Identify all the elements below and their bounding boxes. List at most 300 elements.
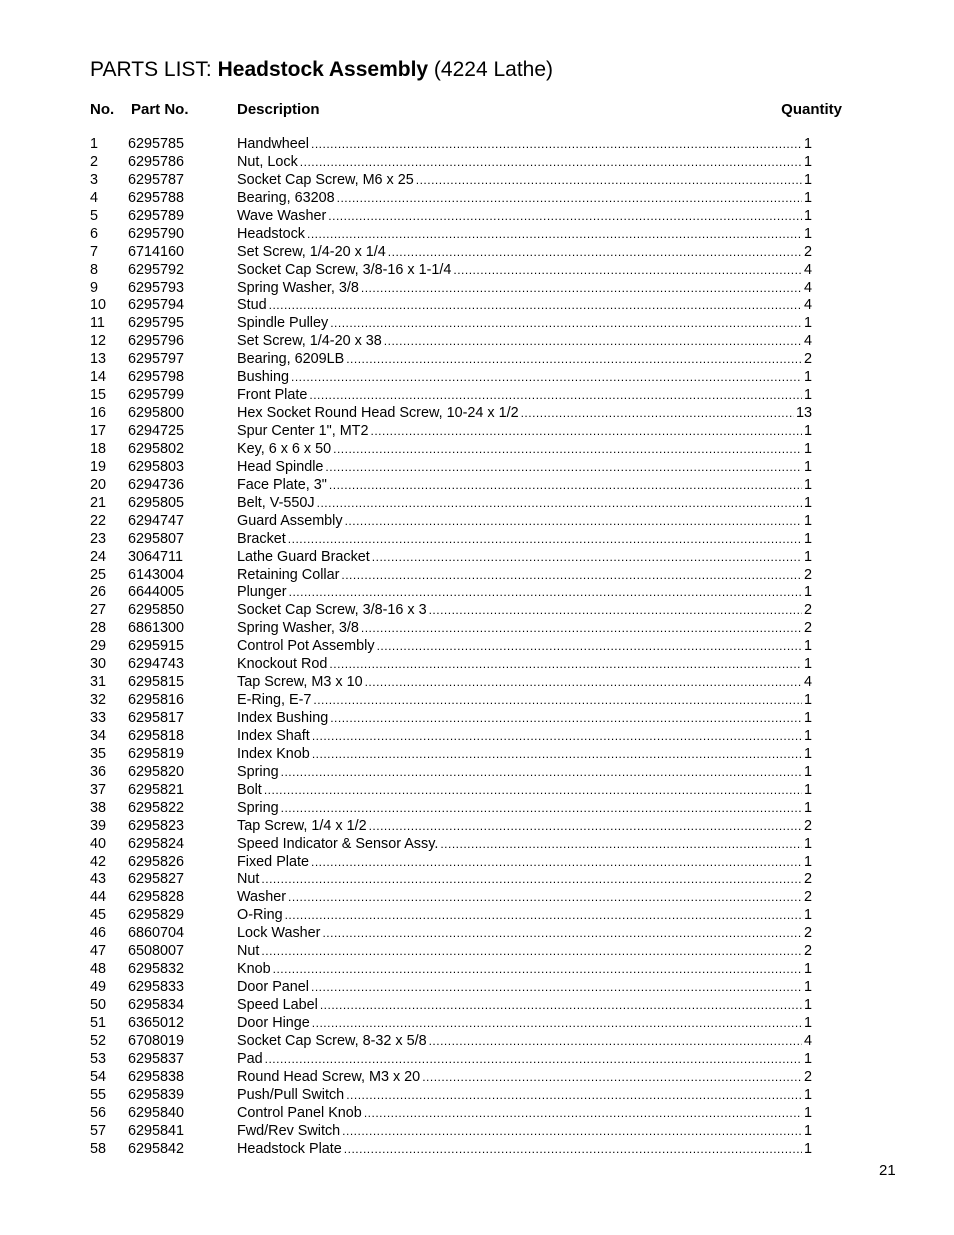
part-description: Control Pot Assembly	[237, 638, 375, 655]
dot-leader	[329, 477, 802, 495]
part-description: Index Shaft	[237, 727, 310, 744]
title-assembly-name: Headstock Assembly	[217, 58, 429, 81]
dot-leader	[311, 854, 802, 872]
part-number: 6295842	[128, 1140, 185, 1157]
part-number: 6708019	[128, 1032, 185, 1049]
description-line	[237, 638, 812, 656]
part-number: 6295822	[128, 799, 185, 816]
part-quantity: 1	[803, 494, 812, 511]
description-line	[237, 692, 812, 710]
part-quantity: 1	[803, 189, 812, 206]
dot-leader	[269, 297, 802, 315]
description-line	[237, 459, 812, 477]
part-quantity: 1	[803, 458, 812, 475]
part-number: 6295807	[128, 530, 185, 547]
dot-leader	[440, 836, 802, 854]
item-number: 17	[90, 423, 107, 439]
item-number: 1	[90, 136, 99, 152]
part-quantity: 1	[803, 1014, 812, 1031]
dot-leader	[317, 495, 802, 513]
table-row	[0, 674, 954, 692]
description-line	[237, 549, 812, 567]
part-description: Speed Indicator & Sensor Assy.	[237, 835, 439, 852]
dot-leader	[384, 333, 802, 351]
part-number: 6143004	[128, 566, 185, 583]
description-line	[237, 531, 812, 549]
dot-leader	[300, 154, 802, 172]
item-number: 19	[90, 458, 107, 475]
part-number: 3064711	[128, 548, 183, 565]
item-number: 2	[90, 153, 99, 170]
part-description: Nut	[237, 943, 260, 960]
table-row	[0, 1123, 954, 1141]
part-number: 6295828	[128, 889, 185, 906]
part-number: 6295786	[128, 153, 185, 170]
part-number: 6295837	[128, 1050, 185, 1067]
header-part-no: Part No.	[131, 101, 189, 118]
description-line	[237, 387, 812, 405]
dot-leader	[288, 889, 802, 907]
item-number: 30	[90, 656, 107, 673]
description-line	[237, 818, 812, 836]
part-quantity: 1	[803, 745, 812, 762]
item-number: 12	[90, 333, 107, 350]
part-description: Knob	[237, 961, 271, 978]
description-line	[237, 495, 812, 513]
part-number: 6295834	[128, 997, 185, 1013]
dot-leader	[346, 351, 802, 369]
description-line	[237, 764, 812, 782]
description-line	[237, 1105, 812, 1123]
part-number: 6295821	[128, 781, 185, 798]
table-row	[0, 441, 954, 459]
part-number: 6295787	[128, 171, 185, 188]
part-number: 6295841	[128, 1122, 185, 1139]
table-row	[0, 925, 954, 943]
part-description: Socket Cap Screw, M6 x 25	[237, 171, 414, 188]
part-quantity: 2	[803, 566, 812, 583]
part-number: 6295833	[128, 979, 185, 996]
item-number: 51	[90, 1014, 107, 1031]
part-description: Spring	[237, 763, 279, 780]
part-quantity: 2	[803, 817, 812, 834]
part-description: Spring Washer, 3/8	[237, 279, 359, 296]
description-line	[237, 136, 812, 154]
description-line	[237, 854, 812, 872]
part-number: 6295840	[128, 1104, 185, 1121]
dot-leader	[369, 818, 802, 836]
description-line	[237, 1033, 812, 1051]
item-number: 7	[90, 243, 99, 260]
item-number: 57	[90, 1122, 107, 1139]
part-description: Spring Washer, 3/8	[237, 620, 359, 637]
part-quantity: 1	[803, 710, 812, 726]
description-line	[237, 262, 812, 280]
dot-leader	[264, 782, 802, 800]
table-row	[0, 836, 954, 854]
part-quantity: 1	[803, 997, 812, 1013]
table-row	[0, 1015, 954, 1033]
part-quantity: 1	[803, 423, 812, 439]
item-number: 3	[90, 171, 99, 188]
dot-leader	[309, 387, 802, 405]
item-number: 20	[90, 476, 107, 493]
part-quantity: 13	[795, 405, 812, 422]
description-line	[237, 746, 812, 764]
table-row	[0, 1033, 954, 1051]
part-description: Tap Screw, 1/4 x 1/2	[237, 817, 367, 834]
header-description: Description	[237, 101, 320, 118]
description-line	[237, 226, 812, 244]
item-number: 37	[90, 781, 107, 798]
table-row	[0, 1141, 954, 1159]
dot-leader	[364, 1105, 802, 1123]
part-quantity: 2	[803, 871, 812, 888]
item-number: 34	[90, 727, 107, 744]
part-description: Control Panel Knob	[237, 1104, 362, 1121]
table-row	[0, 297, 954, 315]
item-number: 24	[90, 548, 107, 565]
part-number: 6295805	[128, 494, 185, 511]
dot-leader	[429, 602, 802, 620]
dot-leader	[416, 172, 802, 190]
dot-leader	[289, 584, 802, 602]
description-line	[237, 1141, 812, 1159]
description-line	[237, 925, 812, 943]
dot-leader	[342, 1123, 802, 1141]
item-number: 22	[90, 512, 107, 529]
part-number: 6295823	[128, 817, 185, 834]
item-number: 44	[90, 889, 107, 906]
item-number: 16	[90, 405, 107, 422]
part-quantity: 1	[803, 979, 812, 996]
description-line	[237, 1087, 812, 1105]
part-quantity: 1	[803, 153, 812, 170]
description-line	[237, 907, 812, 925]
item-number: 47	[90, 943, 107, 960]
table-row	[0, 208, 954, 226]
part-description: Door Hinge	[237, 1014, 310, 1031]
part-number: 6295818	[128, 727, 185, 744]
description-line	[237, 1123, 812, 1141]
part-description: Fwd/Rev Switch	[237, 1122, 341, 1139]
part-number: 6365012	[128, 1014, 185, 1031]
item-number: 54	[90, 1068, 107, 1085]
part-description: Bracket	[237, 530, 286, 547]
part-number: 6295829	[128, 907, 185, 924]
item-number: 6	[90, 225, 99, 242]
item-number: 35	[90, 745, 107, 762]
part-description: Stud	[237, 297, 267, 314]
dot-leader	[288, 531, 802, 549]
part-number: 6295838	[128, 1068, 185, 1085]
description-line	[237, 1051, 812, 1069]
dot-leader	[346, 1087, 802, 1105]
table-row	[0, 423, 954, 441]
table-row	[0, 692, 954, 710]
description-line	[237, 244, 812, 262]
table-row	[0, 549, 954, 567]
table-row	[0, 746, 954, 764]
header-no: No.	[90, 101, 115, 118]
description-line	[237, 280, 812, 298]
part-quantity: 1	[803, 512, 812, 529]
description-line	[237, 1069, 812, 1087]
table-row	[0, 280, 954, 298]
part-number: 6644005	[128, 584, 185, 601]
part-description: Set Screw, 1/4-20 x 1/4	[237, 243, 386, 260]
part-number: 6295802	[128, 440, 185, 457]
description-line	[237, 889, 812, 907]
part-description: Lock Washer	[237, 925, 321, 942]
dot-leader	[341, 567, 802, 585]
table-row	[0, 1105, 954, 1123]
part-quantity: 1	[803, 440, 812, 457]
table-row	[0, 602, 954, 620]
part-number: 6295819	[128, 745, 185, 762]
table-row	[0, 638, 954, 656]
table-row	[0, 979, 954, 997]
item-number: 29	[90, 638, 107, 655]
part-description: Socket Cap Screw, 3/8-16 x 3	[237, 602, 427, 619]
description-line	[237, 351, 812, 369]
dot-leader	[261, 871, 802, 889]
item-number: 8	[90, 261, 99, 278]
dot-leader	[422, 1069, 802, 1087]
part-quantity: 1	[803, 835, 812, 852]
part-quantity: 1	[803, 171, 812, 188]
part-description: Knockout Rod	[237, 656, 328, 673]
part-quantity: 2	[803, 889, 812, 906]
part-quantity: 2	[803, 925, 812, 942]
part-description: O-Ring	[237, 907, 283, 924]
table-row	[0, 226, 954, 244]
table-row	[0, 943, 954, 961]
part-description: Index Knob	[237, 745, 310, 762]
part-description: Socket Cap Screw, 8-32 x 5/8	[237, 1032, 427, 1049]
description-line	[237, 315, 812, 333]
dot-leader	[330, 710, 802, 728]
description-line	[237, 728, 812, 746]
part-description: Nut	[237, 871, 260, 888]
item-number: 23	[90, 530, 107, 547]
dot-leader	[330, 315, 802, 333]
part-number: 6294736	[128, 476, 185, 493]
description-line	[237, 584, 812, 602]
part-number: 6295817	[128, 710, 185, 726]
item-number: 4	[90, 189, 99, 206]
part-number: 6295820	[128, 763, 185, 780]
part-quantity: 1	[803, 781, 812, 798]
part-quantity: 1	[803, 1050, 812, 1067]
description-line	[237, 800, 812, 818]
item-number: 14	[90, 369, 107, 386]
dot-leader	[429, 1033, 802, 1051]
part-quantity: 1	[803, 656, 812, 673]
dot-leader	[521, 405, 794, 423]
dot-leader	[325, 459, 802, 477]
part-quantity: 1	[803, 638, 812, 655]
part-description: Bushing	[237, 369, 290, 386]
part-number: 6295794	[128, 297, 185, 314]
part-description: Set Screw, 1/4-20 x 38	[237, 333, 382, 350]
item-number: 33	[90, 710, 107, 726]
dot-leader	[361, 280, 802, 298]
table-row	[0, 513, 954, 531]
item-number: 49	[90, 979, 107, 996]
dot-leader	[291, 369, 802, 387]
table-row	[0, 477, 954, 495]
item-number: 36	[90, 763, 107, 780]
description-line	[237, 172, 812, 190]
part-quantity: 4	[803, 333, 812, 350]
part-number: 6295789	[128, 207, 185, 224]
table-row	[0, 1069, 954, 1087]
item-number: 15	[90, 387, 107, 404]
table-row	[0, 818, 954, 836]
item-number: 10	[90, 297, 107, 314]
table-row	[0, 172, 954, 190]
description-line	[237, 656, 812, 674]
dot-leader	[261, 943, 802, 961]
header-quantity: Quantity	[781, 101, 842, 118]
dot-leader	[312, 1015, 802, 1033]
item-number: 28	[90, 620, 107, 637]
dot-leader	[273, 961, 802, 979]
item-number: 50	[90, 997, 107, 1013]
table-row	[0, 567, 954, 585]
description-line	[237, 943, 812, 961]
table-row	[0, 495, 954, 513]
part-number: 6295803	[128, 458, 185, 475]
description-line	[237, 333, 812, 351]
part-quantity: 1	[803, 584, 812, 601]
part-description: Retaining Collar	[237, 566, 340, 583]
part-number: 6295785	[128, 136, 185, 152]
part-description: Handwheel	[237, 136, 310, 152]
part-quantity: 1	[803, 763, 812, 780]
part-description: Wave Washer	[237, 207, 327, 224]
table-row	[0, 333, 954, 351]
item-number: 58	[90, 1140, 107, 1157]
part-number: 6861300	[128, 620, 185, 637]
dot-leader	[372, 549, 802, 567]
part-description: Guard Assembly	[237, 512, 343, 529]
part-description: Key, 6 x 6 x 50	[237, 440, 332, 457]
table-row	[0, 136, 954, 154]
description-line	[237, 190, 812, 208]
dot-leader	[320, 997, 802, 1015]
part-number: 6295824	[128, 835, 185, 852]
part-quantity: 1	[803, 387, 812, 404]
table-row	[0, 531, 954, 549]
part-number: 6295795	[128, 315, 185, 332]
part-description: Spring	[237, 799, 279, 816]
dot-leader	[265, 1051, 802, 1069]
part-quantity: 1	[803, 692, 812, 709]
part-quantity: 1	[803, 369, 812, 386]
description-line	[237, 567, 812, 585]
dot-leader	[345, 513, 802, 531]
table-row	[0, 710, 954, 728]
part-description: Bearing, 63208	[237, 189, 335, 206]
table-row	[0, 871, 954, 889]
item-number: 52	[90, 1032, 107, 1049]
part-description: Fixed Plate	[237, 853, 309, 870]
dot-leader	[311, 979, 802, 997]
part-quantity: 1	[803, 136, 812, 152]
item-number: 42	[90, 853, 107, 870]
item-number: 5	[90, 207, 99, 224]
table-row	[0, 782, 954, 800]
part-quantity: 1	[803, 853, 812, 870]
part-number: 6295839	[128, 1086, 185, 1103]
part-quantity: 1	[803, 315, 812, 332]
part-number: 6860704	[128, 925, 185, 942]
table-row	[0, 351, 954, 369]
table-row	[0, 584, 954, 602]
table-row	[0, 620, 954, 638]
part-description: Speed Label	[237, 997, 318, 1013]
item-number: 11	[90, 315, 105, 332]
item-number: 43	[90, 871, 107, 888]
part-number: 6294747	[128, 512, 185, 529]
item-number: 18	[90, 440, 107, 457]
item-number: 13	[90, 351, 107, 368]
part-number: 6295816	[128, 692, 185, 709]
table-row	[0, 1087, 954, 1105]
part-number: 6295850	[128, 602, 185, 619]
part-number: 6295788	[128, 189, 185, 206]
item-number: 9	[90, 279, 99, 296]
part-description: Spindle Pulley	[237, 315, 329, 332]
dot-leader	[281, 800, 802, 818]
item-number: 31	[90, 674, 107, 691]
dot-leader	[312, 746, 802, 764]
part-quantity: 4	[803, 1032, 812, 1049]
table-row	[0, 459, 954, 477]
dot-leader	[337, 190, 802, 208]
part-quantity: 4	[803, 674, 812, 691]
part-description: Belt, V-550J	[237, 494, 315, 511]
dot-leader	[361, 620, 802, 638]
part-description: Front Plate	[237, 387, 308, 404]
table-row	[0, 764, 954, 782]
part-quantity: 1	[803, 1140, 812, 1157]
item-number: 40	[90, 835, 107, 852]
description-line	[237, 513, 812, 531]
table-row	[0, 907, 954, 925]
part-description: Plunger	[237, 584, 287, 601]
item-number: 25	[90, 566, 107, 583]
part-number: 6714160	[128, 243, 185, 260]
part-quantity: 2	[803, 620, 812, 637]
part-description: Nut, Lock	[237, 153, 298, 170]
table-row	[0, 728, 954, 746]
part-quantity: 1	[803, 1122, 812, 1139]
part-description: Bolt	[237, 781, 262, 798]
item-number: 39	[90, 817, 107, 834]
description-line	[237, 674, 812, 692]
part-quantity: 2	[803, 602, 812, 619]
table-row	[0, 262, 954, 280]
table-row	[0, 387, 954, 405]
part-quantity: 1	[803, 1104, 812, 1121]
dot-leader	[453, 262, 802, 280]
table-row	[0, 1051, 954, 1069]
part-number: 6295799	[128, 387, 185, 404]
description-line	[237, 961, 812, 979]
